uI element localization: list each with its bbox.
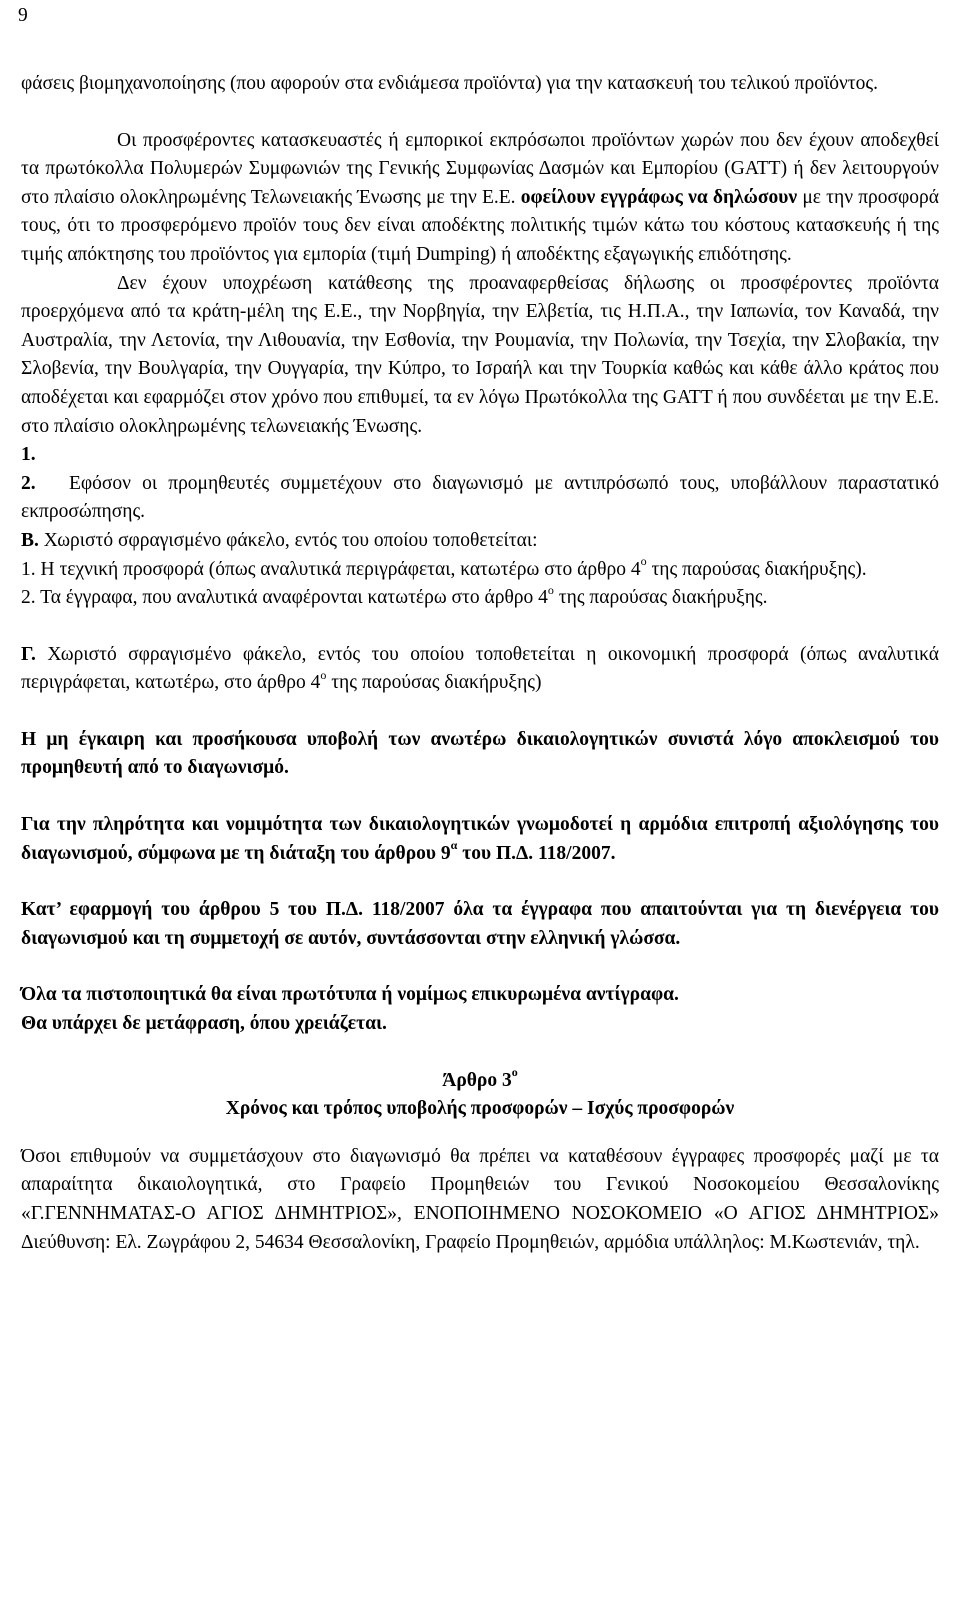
section-b-item-1-text-end: της παρούσας διακήρυξης).: [646, 558, 867, 580]
article-title: [21, 1067, 939, 1096]
superscript: ο: [320, 667, 327, 682]
article-subtitle-text: Χρόνος και τρόπος υποβολής προσφορών – Ισχύς προσφορών: [225, 1098, 735, 1120]
section-b: [21, 527, 939, 556]
section-g-label: Γ.: [21, 643, 36, 665]
section-b-label: Β.: [21, 529, 39, 551]
section-b-item-2: [21, 584, 939, 613]
article-title-text: Άρθρο 3: [442, 1069, 512, 1091]
article-subtitle: [21, 1095, 939, 1124]
list-item-2-text: Εφόσον οι προμηθευτές συμμετέχουν στο διαγωνισμό με αντιπρόσωπό τους, υποβάλλουν παραστατικό εκπροσώπησης.: [21, 472, 940, 523]
bold-paragraph-committee-text-end: του Π.Δ. 118/2007.: [457, 842, 616, 864]
bold-line-translation-text: Θα υπάρχει δε μετάφραση, όπου χρειάζεται.: [21, 1013, 387, 1035]
list-item-2: [21, 470, 939, 527]
list-item-2-number: 2.: [21, 472, 36, 494]
paragraph-exemptions: [21, 270, 939, 442]
bold-paragraph-language-text: Κατ’ εφαρμογή του άρθρου 5 του Π.Δ. 118/2007 όλα τα έγγραφα που απαιτούνται για τη διενέργεια του διαγωνισμού και τη συμμετοχή σε αυτόν, συντάσσονται στην ελληνική γλώσσα.: [21, 899, 939, 949]
section-b-text: Χωριστό σφραγισμένο φάκελο, εντός του οποίου τοποθετείται:: [38, 529, 538, 551]
superscript: ο: [640, 554, 647, 568]
section-g: [21, 641, 939, 698]
page-number: 9: [18, 5, 28, 26]
list-item-1-number: 1.: [21, 444, 36, 466]
bold-paragraph-committee-text: Για την πληρότητα και νομιμότητα των δικαιολογητικών γνωμοδοτεί η αρμόδια επιτροπή αξιολόγησης του διαγωνισμού, σύμφωνα με τη διάταξη του άρθρου 9: [21, 814, 939, 864]
bold-paragraph-exclusion: [21, 726, 939, 783]
section-g-text: Χωριστό σφραγισμένο φάκελο, εντός του οποίου τοποθετείται η οικονομική προσφορά (όπως αναλυτικά περιγράφεται, κατωτέρω, στο άρθρο 4: [21, 643, 939, 694]
superscript: ο: [511, 1065, 518, 1080]
bold-line-certificates-text: Όλα τα πιστοποιητικά θα είναι πρωτότυπα ή νομίμως επικυρωμένα αντίγραφα.: [21, 984, 679, 1006]
article-heading: [21, 1067, 939, 1124]
superscript: ο: [547, 582, 554, 597]
document-body: [21, 70, 939, 1257]
section-b-item-2-text-end: της παρούσας διακήρυξης.: [553, 587, 768, 609]
paragraph-gatt: [21, 127, 939, 270]
paragraph-gatt-text-b: με την προσφορά τους, ότι το προσφερόμενο προϊόν τους δεν είναι αποδέκτης πολιτικής τιμών κάτω του κόστους κατασκευής ή της τιμής απόκτησης του προϊόντος για εμπορία (τιμή Dumping) ή αποδέκτης εξαγωγικής επιδότησης.: [21, 186, 939, 265]
superscript: α: [450, 838, 458, 853]
bold-paragraph-exclusion-text: Η μη έγκαιρη και προσήκουσα υποβολή των ανωτέρω δικαιολογητικών συνιστά λόγο αποκλεισμού του προμηθευτή από το διαγωνισμό.: [21, 728, 939, 779]
bold-paragraph-language: [21, 896, 939, 953]
bold-line-certificates: [21, 981, 939, 1010]
section-b-item-1: [21, 556, 939, 585]
paragraph-exemptions-text: Δεν έχουν υποχρέωση κατάθεσης της προαναφερθείσας δήλωσης οι προσφέροντες προϊόντα προερχόμενα από τα κράτη-μέλη της Ε.Ε., την Νορβηγία, την Ελβετία, τις Η.Π.Α., την Ιαπωνία, τον Καναδά, την Αυστραλία, την Λετονία, την Λιθουανία, την Εσθονία, την Ρουμανία, την Πολωνία, την Τσεχία, την Σλοβακία, την Σλοβενία, την Βουλγαρία, την Ουγγαρία, την Κύπρο, το Ισραήλ και την Τουρκία καθώς και κάθε άλλο κράτος που αποδέχεται και εφαρμόζει στον χρόνο που επιθυμεί, τα εν λόγω Πρωτόκολλα της GATT ή που συνδέεται με την Ε.Ε. στο πλαίσιο ολοκληρωμένης τελωνειακής Ένωσης.: [21, 272, 939, 437]
bold-paragraph-committee: [21, 811, 939, 868]
section-b-item-2-text: 2. Τα έγγραφα, που αναλυτικά αναφέρονται κατωτέρω στο άρθρο 4: [21, 587, 548, 609]
paragraph-submission: Όσοι επιθυμούν να συμμετάσχουν στο διαγωνισμό θα πρέπει να καταθέσουν έγγραφες προσφορές μαζί με τα απαραίτητα δικαιολογητικά, στο Γραφείο Προμηθειών του Γενικού Νοσοκομείου Θεσσαλονίκης «Γ.ΓΕΝΝΗΜΑΤΑΣ-Ο ΑΓΙΟΣ ΔΗΜΗΤΡΙΟΣ», ΕΝΟΠΟΙΗΜΕΝΟ ΝΟΣΟΚΟΜΕΙΟ «Ο ΑΓΙΟΣ ΔΗΜΗΤΡΙΟΣ» Διεύθυνση: Ελ. Ζωγράφου 2, 54634 Θεσσαλονίκη, Γραφείο Προμηθειών, αρμόδια υπάλληλος: Μ.Κωστενιάν, τηλ.: [21, 1145, 939, 1253]
section-b-item-1-text: 1. Η τεχνική προσφορά (όπως αναλυτικά περιγράφεται, κατωτέρω στο άρθρο 4: [21, 558, 641, 580]
list-item-1: [21, 441, 939, 470]
section-g-text-end: της παρούσας διακήρυξης): [326, 672, 542, 694]
paragraph-intro: φάσεις βιομηχανοποίησης (που αφορούν στα ενδιάμεσα προϊόντα) για την κατασκευή του τελικού προϊόντος.: [21, 73, 878, 94]
bold-line-translation: [21, 1010, 939, 1039]
paragraph-gatt-text-a: Οι προσφέροντες κατασκευαστές ή εμπορικοί εκπρόσωποι προϊόντων χωρών που δεν έχουν αποδεχθεί τα πρωτόκολλα Πολυμερών Συμφωνιών της Γενικής Συμφωνίας Δασμών και Εμπορίου (GATT) ή δεν λειτουργούν στο πλαίσιο ολοκληρωμένης Τελωνειακής Ένωσης με την Ε.Ε.: [21, 129, 939, 208]
paragraph-gatt-bold: οφείλουν εγγράφως να δηλώσουν: [520, 186, 798, 208]
